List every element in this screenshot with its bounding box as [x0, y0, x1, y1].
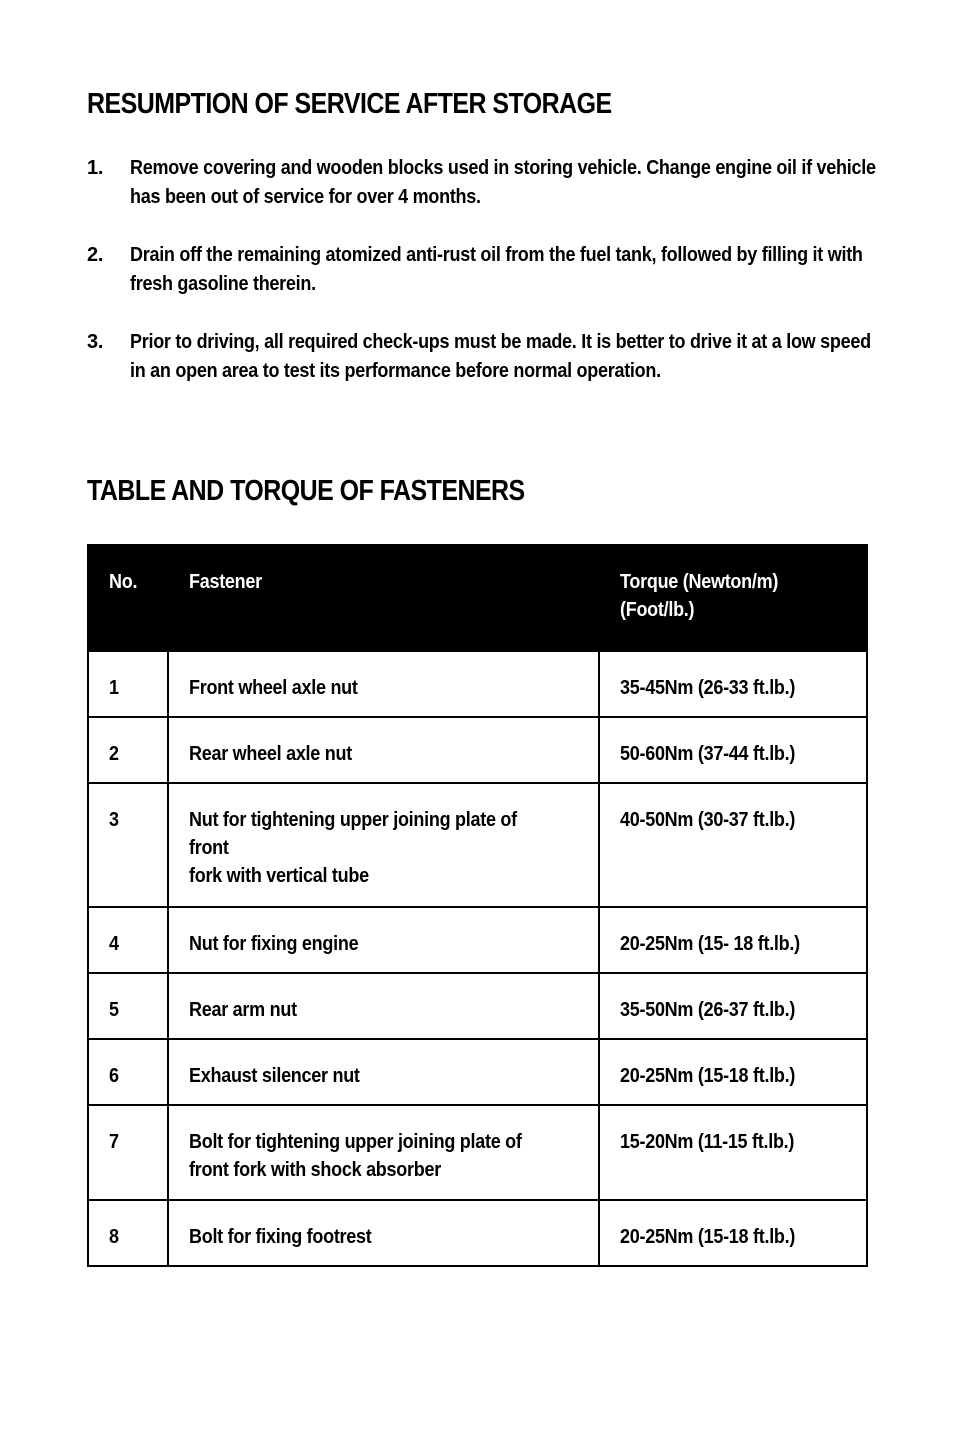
cell-torque: 15-20Nm (11-15 ft.lb.) [599, 1105, 867, 1200]
cell-fastener: Exhaust silencer nut [168, 1039, 599, 1105]
table-row [88, 717, 867, 783]
cell-fastener: Front wheel axle nut [168, 651, 599, 717]
cell-torque: 20-25Nm (15-18 ft.lb.) [599, 1200, 867, 1266]
table-row [88, 1200, 867, 1266]
list-item [87, 241, 867, 299]
step-text: Drain off the remaining atomized anti-rust oil from the fuel tank, followed by filling it with fresh gasoline therein. [130, 244, 863, 295]
fastener-torque-table [87, 544, 868, 1267]
cell-fastener: Nut for fixing engine [168, 907, 599, 973]
header-torque-line2: (Foot/lb.) [619, 599, 694, 621]
cell-fastener: Rear arm nut [168, 973, 599, 1039]
header-fastener: Fastener [168, 545, 599, 651]
cell-fastener: Nut for tightening upper joining plate of front fork with vertical tube [168, 783, 599, 907]
cell-no: 5 [88, 973, 168, 1039]
table-row [88, 783, 867, 907]
header-no: No. [88, 545, 168, 651]
cell-torque: 35-50Nm (26-37 ft.lb.) [599, 973, 867, 1039]
step-text: Prior to driving, all required check-ups must be made. It is better to drive it at a low speed in an open area to test its performance before normal operation. [130, 331, 871, 382]
cell-no: 2 [88, 717, 168, 783]
cell-torque: 40-50Nm (30-37 ft.lb.) [599, 783, 867, 907]
step-number: 1. [87, 157, 104, 179]
cell-torque: 20-25Nm (15-18 ft.lb.) [599, 1039, 867, 1105]
cell-no: 7 [88, 1105, 168, 1200]
step-number: 3. [87, 331, 104, 353]
cell-torque: 20-25Nm (15- 18 ft.lb.) [599, 907, 867, 973]
table-row [88, 1105, 867, 1200]
step-text: Remove covering and wooden blocks used in storing vehicle. Change engine oil if vehicle has been out of service for over 4 months. [130, 157, 876, 208]
cell-torque: 50-60Nm (37-44 ft.lb.) [599, 717, 867, 783]
table-row [88, 907, 867, 973]
table-header-row [88, 545, 867, 651]
header-torque-line1: Torque (Newton/m) [619, 571, 778, 593]
cell-fastener: Bolt for tightening upper joining plate of front fork with shock absorber [168, 1105, 599, 1200]
cell-fastener: Rear wheel axle nut [168, 717, 599, 783]
cell-no: 6 [88, 1039, 168, 1105]
cell-no: 4 [88, 907, 168, 973]
table-row [88, 973, 867, 1039]
step-number: 2. [87, 244, 104, 266]
resumption-steps-list [87, 154, 876, 415]
list-item [87, 328, 871, 386]
cell-no: 1 [88, 651, 168, 717]
section-title-resumption: RESUMPTION OF SERVICE AFTER STORAGE [87, 88, 612, 120]
table-row [88, 1039, 867, 1105]
cell-no: 8 [88, 1200, 168, 1266]
cell-torque: 35-45Nm (26-33 ft.lb.) [599, 651, 867, 717]
cell-fastener: Bolt for fixing footrest [168, 1200, 599, 1266]
section-title-torque-table: TABLE AND TORQUE OF FASTENERS [87, 475, 525, 507]
table-row [88, 651, 867, 717]
header-torque [599, 545, 867, 651]
list-item [87, 154, 876, 212]
cell-no: 3 [88, 783, 168, 907]
